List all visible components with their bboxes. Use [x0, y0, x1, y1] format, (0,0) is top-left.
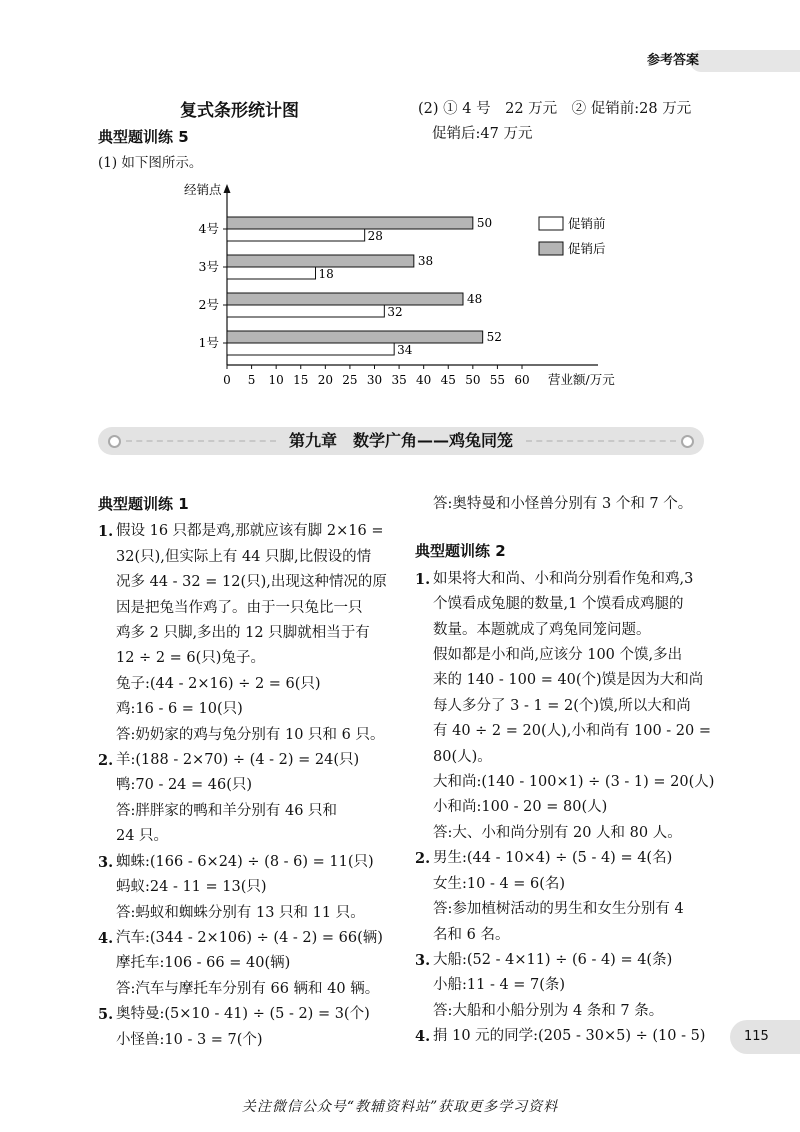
- chapter-banner: [98, 427, 704, 455]
- text-line: 鸭:70 - 24 = 46(只): [116, 777, 253, 794]
- q-number: 4.: [415, 1028, 431, 1046]
- left-q5: [98, 1002, 398, 1053]
- text-line: 数量。本题就成了鸡兔同笼问题。: [433, 621, 651, 638]
- x-tick-label: 40: [416, 373, 432, 387]
- chapter-title: 第九章 数学广角——鸡兔同笼: [288, 431, 513, 450]
- text-line: 24 只。: [116, 828, 169, 845]
- right-q1: [415, 567, 715, 846]
- y-axis-arrow-icon: [224, 184, 231, 193]
- q-number: 1.: [415, 570, 431, 588]
- x-tick-label: 50: [465, 373, 481, 387]
- q-body: [116, 850, 398, 926]
- left-heading: 典型题训练 1: [98, 495, 189, 513]
- text-line: 况多 44 - 32 = 12(只),出现这种情况的原: [116, 574, 387, 591]
- text-line: 答:蚂蚁和蜘蛛分别有 13 只和 11 只。: [116, 904, 365, 921]
- x-tick-label: 5: [247, 373, 256, 387]
- left-q1: [98, 519, 398, 748]
- text-line: 答:大、小和尚分别有 20 人和 80 人。: [433, 824, 682, 841]
- text-line: 答:胖胖家的鸭和羊分别有 46 只和: [116, 802, 338, 819]
- right-heading: 典型题训练 2: [415, 542, 506, 561]
- text-line: 答:汽车与摩托车分别有 66 辆和 40 辆。: [116, 980, 380, 997]
- bar-before-label: 28: [367, 229, 383, 243]
- text-line: 每人多分了 3 - 1 = 2(个)馍,所以大和尚: [433, 697, 691, 714]
- x-tick-label: 10: [268, 373, 284, 387]
- text-line: 鸡多 2 只脚,多出的 12 只脚就相当于有: [116, 625, 370, 642]
- text-line: 小和尚:100 - 20 = 80(人): [433, 799, 608, 816]
- text-line: 羊:(188 - 2×70) ÷ (4 - 2) = 24(只): [116, 752, 360, 769]
- x-tick-label: 60: [514, 373, 530, 387]
- x-tick-label: 0: [223, 373, 231, 387]
- bar-after-label: 48: [467, 292, 483, 306]
- category-label: 4号: [198, 221, 219, 236]
- text-line: 奥特曼:(5×10 - 41) ÷ (5 - 2) = 3(个): [116, 1006, 370, 1023]
- text-line: 80(人)。: [433, 748, 492, 765]
- x-tick-label: 30: [366, 373, 383, 387]
- q-number: 5.: [98, 1006, 114, 1024]
- answer-2-line1: (2) ① 4 号 22 万元 ② 促销前:28 万元: [418, 101, 692, 117]
- bar-before-label: 32: [387, 305, 403, 319]
- right-q3: [415, 948, 715, 1024]
- legend-swatch-after: [539, 242, 563, 255]
- text-line: 因是把兔当作鸡了。由于一只兔比一只: [116, 599, 363, 616]
- left-q3: [98, 850, 398, 926]
- text-line: 大船:(52 - 4×11) ÷ (6 - 4) = 4(条): [433, 951, 673, 968]
- q-number: 4.: [98, 929, 114, 947]
- bar-after-label: 38: [417, 254, 434, 268]
- x-tick-label: 35: [391, 373, 407, 387]
- x-tick-label: 25: [342, 373, 358, 387]
- text-line: 答:大船和小船分别为 4 条和 7 条。: [433, 1002, 664, 1019]
- legend-label-before: 促销前: [568, 216, 606, 231]
- left-q4: [98, 926, 398, 1002]
- x-axis-label: 营业额/万元: [548, 372, 615, 387]
- x-tick-label: 20: [317, 373, 333, 387]
- q-body: [116, 748, 398, 850]
- text-line: 有 40 ÷ 2 = 20(人),小和尚有 100 - 20 =: [433, 723, 712, 740]
- bar-after-label: 50: [476, 216, 493, 230]
- bar-before-label: 34: [397, 343, 413, 357]
- q-number: 2.: [98, 752, 114, 770]
- text-line: 32(只),但实际上有 44 只脚,比假设的情: [116, 548, 372, 565]
- bar-before: [227, 229, 365, 241]
- bar-before: [227, 343, 394, 355]
- right-q5-answer: 答:奥特曼和小怪兽分别有 3 个和 7 个。: [433, 496, 693, 512]
- q-number: 3.: [415, 951, 431, 969]
- q-number: 2.: [415, 850, 431, 868]
- q-number: 3.: [98, 853, 114, 871]
- page-number: 115: [730, 1020, 800, 1054]
- q-body: [116, 926, 398, 1002]
- bar-after: [227, 255, 414, 267]
- q-body: [116, 1002, 398, 1053]
- text-line: 男生:(44 - 10×4) ÷ (5 - 4) = 4(名): [433, 850, 673, 867]
- right-q2: [415, 846, 715, 948]
- q-body: [433, 846, 715, 948]
- text-line: 摩托车:106 - 66 = 40(辆): [116, 955, 291, 972]
- bar-after: [227, 293, 463, 305]
- bar-after-label: 52: [486, 330, 502, 344]
- text-line: 小怪兽:10 - 3 = 7(个): [116, 1031, 263, 1048]
- text-line: 假设 16 只都是鸡,那就应该有脚 2×16 =: [116, 523, 384, 540]
- legend-swatch-before: [539, 217, 563, 230]
- subsection-title: 典型题训练 5: [98, 128, 189, 146]
- text-line: 蜘蛛:(166 - 6×24) ÷ (8 - 6) = 11(只): [116, 853, 374, 870]
- bar-before: [227, 267, 316, 279]
- bar-after: [227, 331, 483, 343]
- text-line: 假如都是小和尚,应该分 100 个馍,多出: [433, 647, 683, 664]
- section-title: 复式条形统计图: [180, 101, 299, 121]
- right-q4: [415, 1024, 715, 1049]
- left-q2: [98, 748, 398, 850]
- y-axis-label: 经销点: [184, 182, 222, 197]
- x-tick-label: 55: [489, 373, 506, 387]
- text-line: 答:奶奶家的鸡与兔分别有 10 只和 6 只。: [116, 726, 385, 743]
- chart-root: [184, 182, 615, 387]
- answer-2-line2: 促销后:47 万元: [432, 126, 533, 142]
- category-label: 2号: [198, 297, 219, 312]
- text-line: 蚂蚁:24 - 11 = 13(只): [116, 879, 267, 896]
- legend-label-after: 促销后: [568, 241, 606, 256]
- left-column: [98, 492, 398, 1053]
- footer-note: 关注微信公众号“教辅资料站”获取更多学习资料: [241, 1099, 559, 1115]
- q-body: [433, 567, 715, 846]
- text-line: 汽车:(344 - 2×106) ÷ (4 - 2) = 66(辆): [116, 929, 383, 946]
- text-line: 女生:10 - 4 = 6(名): [433, 875, 566, 892]
- header-label: 参考答案: [647, 53, 700, 68]
- chart-intro: (1) 如下图所示。: [98, 155, 203, 171]
- x-tick-label: 45: [440, 373, 456, 387]
- right-column: [415, 492, 715, 1050]
- text-line: 捐 10 元的同学:(205 - 30×5) ÷ (10 - 5): [433, 1028, 706, 1045]
- text-line: 个馍看成兔腿的数量,1 个馍看成鸡腿的: [433, 596, 684, 613]
- text-line: 鸡:16 - 6 = 10(只): [116, 701, 243, 718]
- text-line: 来的 140 - 100 = 40(个)馍是因为大和尚: [433, 672, 704, 689]
- q-body: [433, 948, 715, 1024]
- text-line: 答:参加植树活动的男生和女生分别有 4: [433, 901, 684, 918]
- text-line: 如果将大和尚、小和尚分别看作兔和鸡,3: [433, 570, 694, 587]
- text-line: 大和尚:(140 - 100×1) ÷ (3 - 1) = 20(人): [433, 774, 715, 791]
- x-tick-label: 15: [293, 373, 309, 387]
- category-label: 3号: [198, 259, 219, 274]
- bar-before-label: 18: [318, 267, 334, 281]
- text-line: 兔子:(44 - 2×16) ÷ 2 = 6(只): [116, 675, 321, 692]
- bar-after: [227, 217, 473, 229]
- text-line: 12 ÷ 2 = 6(只)兔子。: [116, 650, 265, 667]
- bar-before: [227, 305, 384, 317]
- q-body: [116, 519, 398, 748]
- q-body: [433, 1024, 715, 1049]
- text-line: 小船:11 - 4 = 7(条): [433, 977, 566, 994]
- category-label: 1号: [198, 335, 219, 350]
- q-number: 1.: [98, 523, 114, 541]
- bar-chart: [0, 0, 800, 420]
- text-line: 名和 6 名。: [433, 926, 510, 943]
